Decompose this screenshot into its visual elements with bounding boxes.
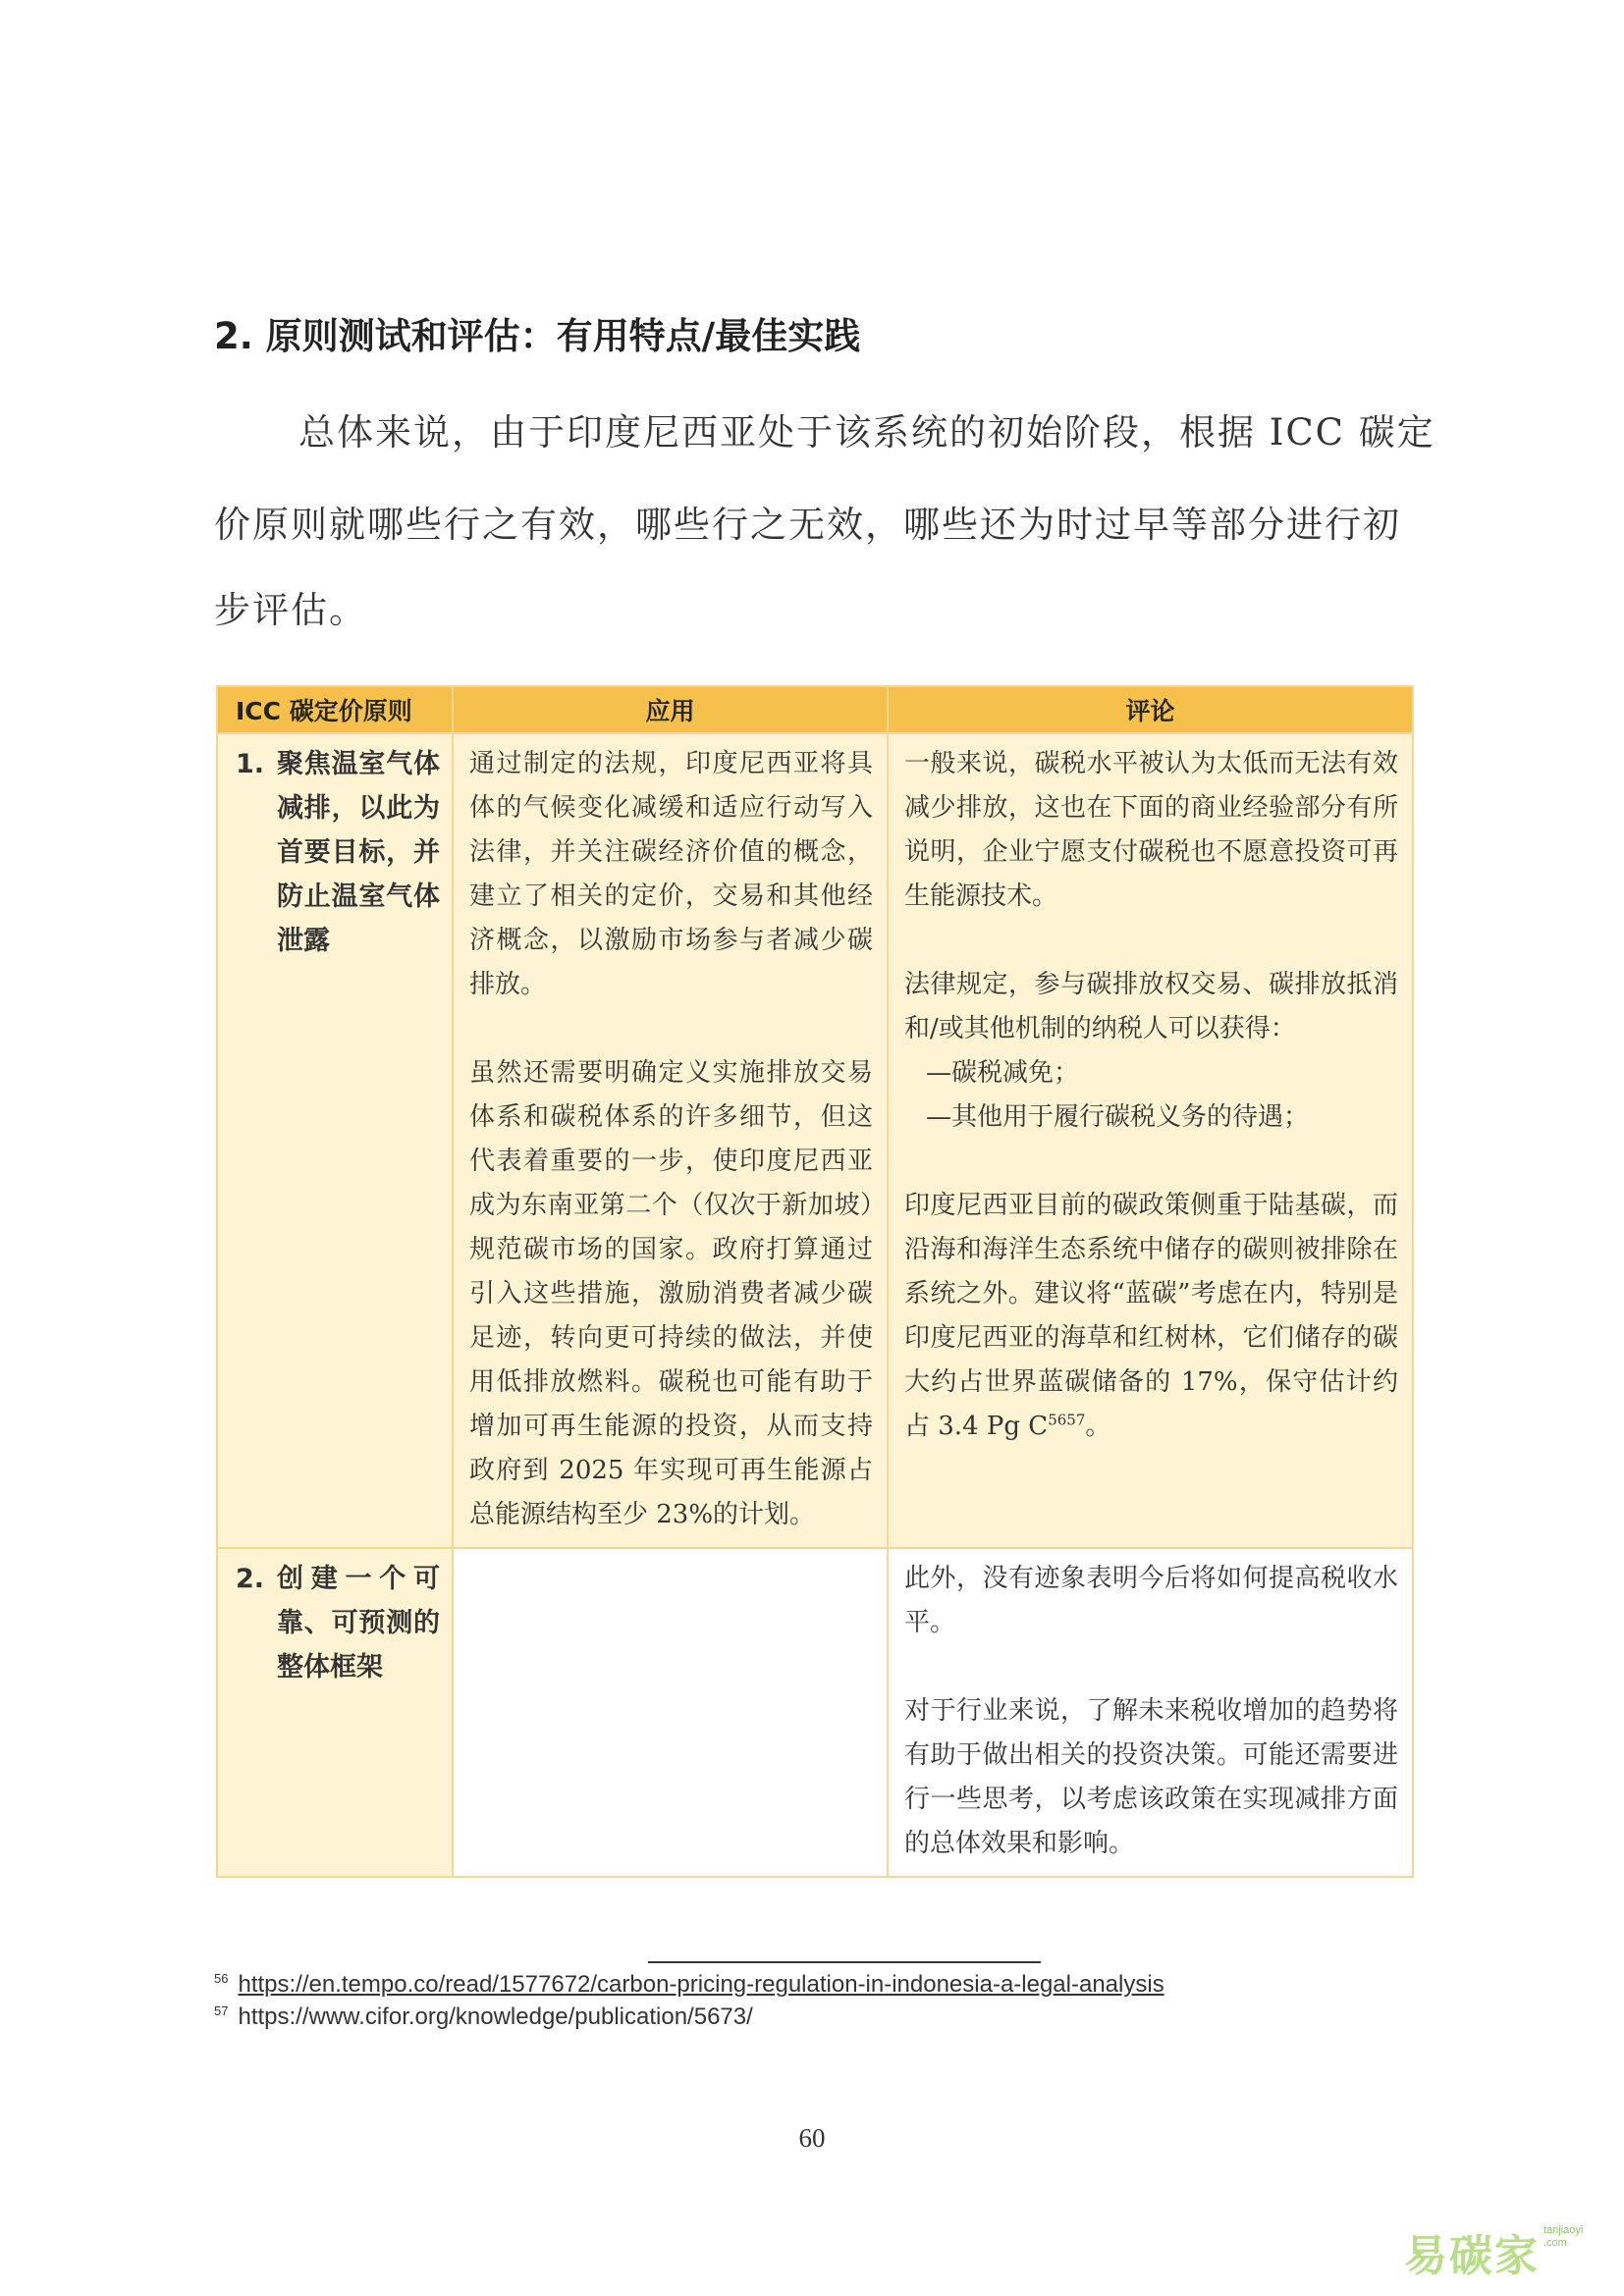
watermark-logo (1404, 2220, 1600, 2281)
list-item: —其他用于履行碳税义务的待遇； (926, 1102, 1310, 1132)
table-header-row (217, 686, 1413, 733)
footnote-number: 57 (214, 2003, 229, 2018)
comment-cell (888, 1548, 1413, 1877)
column-header-comment: 评论 (888, 686, 1413, 733)
principle-number: 2. (236, 1564, 265, 1594)
principle-cell (217, 1548, 453, 1877)
page-number: 60 (798, 2123, 826, 2153)
intro-line: 价原则就哪些行之有效，哪些行之无效，哪些还为时过早等部分进行初 (214, 504, 1401, 546)
table-row (217, 1548, 1413, 1877)
comment-text-end: 。 (1085, 1412, 1111, 1441)
column-header-principle: ICC 碳定价原则 (217, 686, 453, 733)
comment-paragraph: 对于行业来说，了解未来税收增加的趋势将有助于做出相关的投资决策。可能还需要进行一些思考，以考虑该政策在实现减排方面的总体效果和影响。 (904, 1696, 1398, 1858)
footnote-link[interactable]: https://en.tempo.co/read/1577672/carbon-pricing-regulation-in-indonesia-a-legal-analysis (238, 1971, 1164, 1998)
footnote-reference: 5657 (1048, 1411, 1086, 1429)
comment-cell (888, 733, 1413, 1548)
list-item: —碳税减免； (926, 1058, 1080, 1088)
footnote (214, 1971, 1164, 1999)
footnote-link[interactable]: https://www.cifor.org/knowledge/publication/5673/ (238, 2003, 753, 2030)
principle-cell (217, 733, 453, 1548)
application-paragraph: 通过制定的法规，印度尼西亚将具体的气候变化减缓和适应行动写入法律，并关注碳经济价值的概念，建立了相关的定价，交易和其他经济概念，以激励市场参与者减少碳排放。 (469, 749, 873, 999)
intro-line: 总体来说，由于印度尼西亚处于该系统的初始阶段，根据 ICC 碳定 (298, 411, 1435, 454)
comment-paragraph: 法律规定，参与碳排放权交易、碳排放抵消和/或其他机制的纳税人可以获得： (904, 970, 1398, 1043)
section-heading: 2. 原则测试和评估：有用特点/最佳实践 (214, 315, 861, 357)
comment-bullet-list (904, 1051, 1398, 1140)
watermark-domain: tanjiaoyi .com (1543, 2224, 1584, 2249)
application-cell (453, 1548, 888, 1877)
application-cell (453, 733, 888, 1548)
icc-principles-table (216, 685, 1414, 1878)
comment-paragraph (904, 1184, 1398, 1449)
intro-line: 步评估。 (214, 589, 367, 631)
comment-text: 印度尼西亚目前的碳政策侧重于陆基碳，而沿海和海洋生态系统中储存的碳则被排除在系统之外。建议将“蓝碳”考虑在内，特别是印度尼西亚的海草和红树林，它们储存的碳大约占世界蓝碳储备的 17%，保守估计约占 3.4 Pg C (904, 1191, 1398, 1441)
footnote-number: 56 (214, 1971, 229, 1986)
principle-number: 1. (236, 749, 265, 779)
comment-paragraph: 一般来说，碳税水平被认为太低而无法有效减少排放，这也在下面的商业经验部分有所说明，企业宁愿支付碳税也不愿意投资可再生能源技术。 (904, 749, 1398, 911)
footnote-separator (648, 1961, 1041, 1963)
footnote (214, 2003, 753, 2031)
application-paragraph: 虽然还需要明确定义实施排放交易体系和碳税体系的许多细节，但这代表着重要的一步，使印度尼西亚成为东南亚第二个（仅次于新加坡）规范碳市场的国家。政府打算通过引入这些措施，激励消费者减少碳足迹，转向更可持续的做法，并使用低排放燃料。碳税也可能有助于增加可再生能源的投资，从而支持政府到 2025 年实现可再生能源占总能源结构至少 23%的计划。 (469, 1058, 873, 1529)
column-header-application: 应用 (453, 686, 888, 733)
watermark-brand: 易碳家 (1404, 2231, 1540, 2281)
comment-paragraph: 此外，没有迹象表明今后将如何提高税收水平。 (904, 1564, 1398, 1637)
principle-text: 创建一个可靠、可预测的整体框架 (277, 1564, 440, 1682)
principle-text: 聚焦温室气体减排，以此为首要目标，并防止温室气体泄露 (277, 749, 440, 956)
table-row (217, 733, 1413, 1548)
